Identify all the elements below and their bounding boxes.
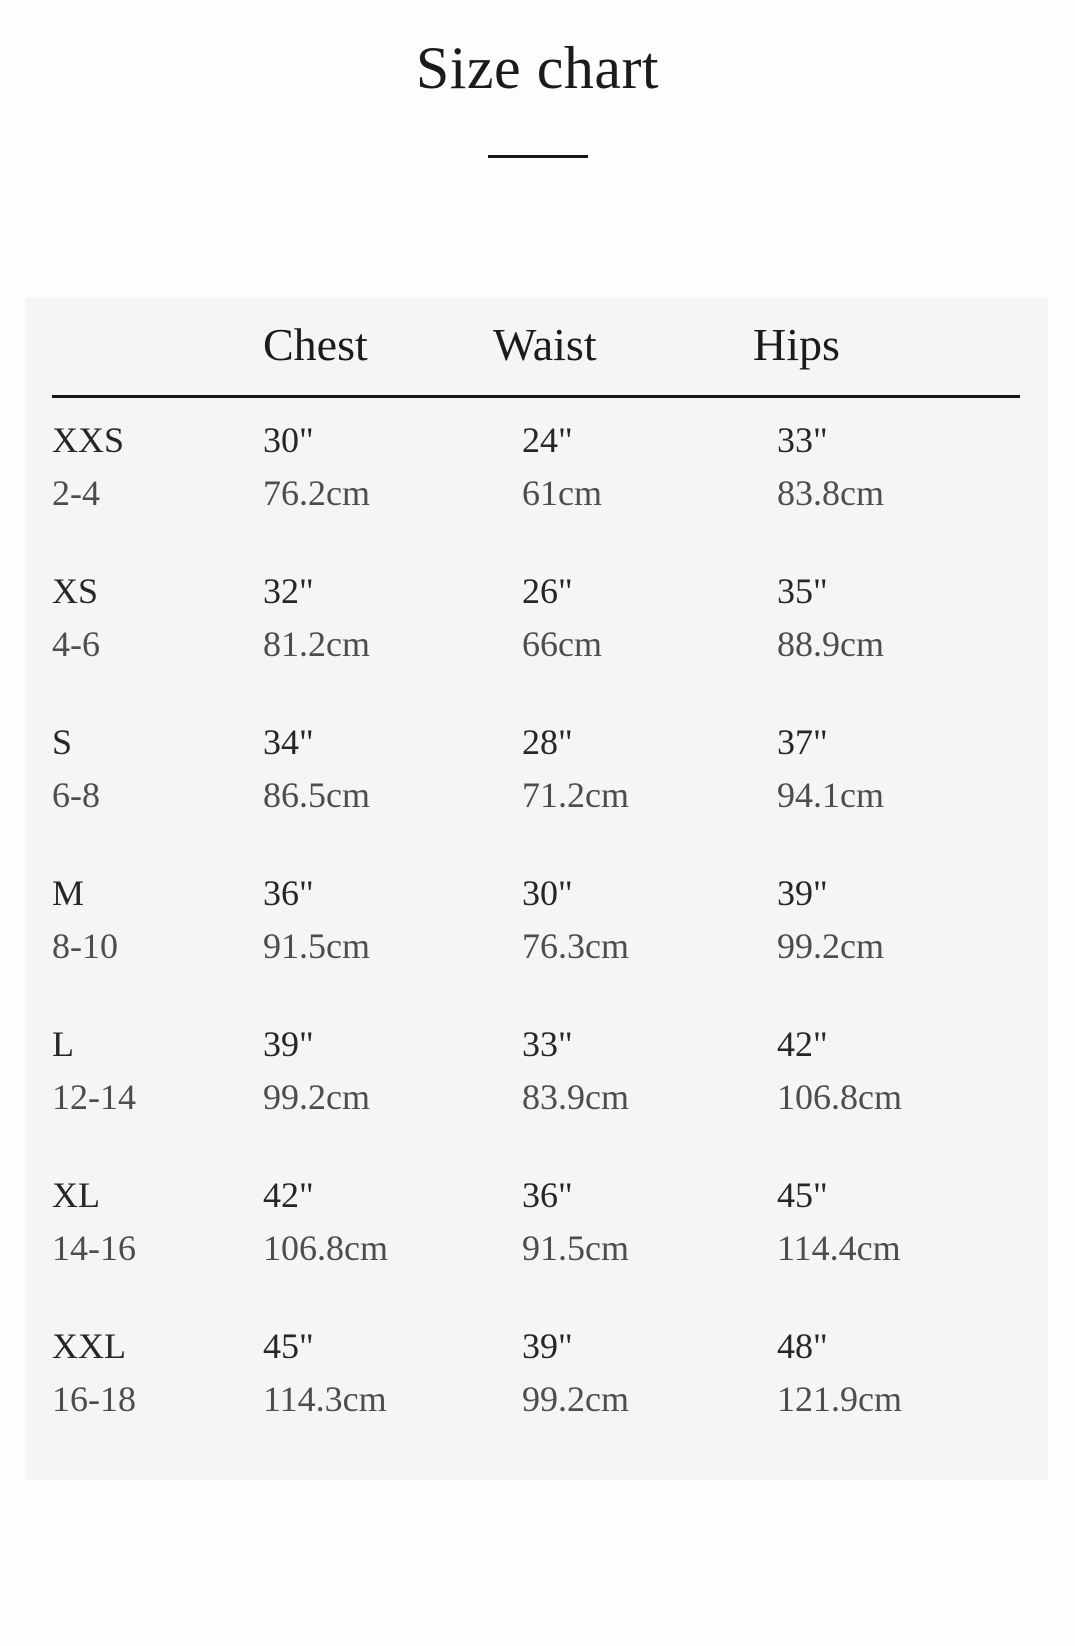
- size-label: XS: [52, 571, 99, 611]
- size-label: S: [52, 722, 73, 762]
- hips-inches: 39": [777, 873, 828, 913]
- waist-cm: 71.2cm: [522, 775, 629, 815]
- chest-inches: 30": [263, 420, 314, 460]
- chest-inches: 42": [263, 1175, 314, 1215]
- title-divider: [488, 155, 588, 158]
- size-label: XXS: [52, 420, 125, 460]
- waist-cm: 91.5cm: [522, 1228, 629, 1268]
- page-title: Size chart: [415, 35, 660, 101]
- waist-inches: 33": [522, 1024, 573, 1064]
- size-chart-card: [25, 298, 1048, 1480]
- table-row: [52, 1320, 1020, 1426]
- hips-inches: 48": [777, 1326, 828, 1366]
- column-header-hips: Hips: [753, 319, 840, 370]
- hips-cm: 121.9cm: [777, 1379, 902, 1419]
- chest-cm: 86.5cm: [263, 775, 370, 815]
- size-range: 4-6: [52, 624, 100, 664]
- chest-inches: 45": [263, 1326, 314, 1366]
- table-row: [52, 867, 1020, 973]
- size-range: 12-14: [52, 1077, 136, 1117]
- column-header-chest: Chest: [263, 319, 368, 370]
- hips-inches: 33": [777, 420, 828, 460]
- waist-cm: 66cm: [522, 624, 602, 664]
- waist-cm: 61cm: [522, 473, 602, 513]
- size-label: L: [52, 1024, 74, 1064]
- hips-cm: 94.1cm: [777, 775, 884, 815]
- size-range: 6-8: [52, 775, 100, 815]
- table-row: [52, 1169, 1020, 1275]
- size-label: XXL: [52, 1326, 126, 1366]
- waist-inches: 24": [522, 420, 573, 460]
- chest-cm: 99.2cm: [263, 1077, 370, 1117]
- hips-inches: 37": [777, 722, 828, 762]
- hips-inches: 42": [777, 1024, 828, 1064]
- hips-cm: 88.9cm: [777, 624, 884, 664]
- chest-inches: 39": [263, 1024, 314, 1064]
- table-row: [52, 1018, 1020, 1124]
- column-header-waist: Waist: [493, 319, 597, 370]
- hips-cm: 114.4cm: [777, 1228, 901, 1268]
- chest-cm: 106.8cm: [263, 1228, 388, 1268]
- chest-cm: 81.2cm: [263, 624, 370, 664]
- hips-cm: 106.8cm: [777, 1077, 902, 1117]
- hips-inches: 35": [777, 571, 828, 611]
- waist-inches: 30": [522, 873, 573, 913]
- header-rule: [52, 395, 1020, 398]
- chest-inches: 36": [263, 873, 314, 913]
- chest-inches: 34": [263, 722, 314, 762]
- waist-inches: 36": [522, 1175, 573, 1215]
- table-row: [52, 716, 1020, 822]
- table-row: [52, 565, 1020, 671]
- size-chart-page: [0, 34, 1075, 1480]
- hips-inches: 45": [777, 1175, 828, 1215]
- hips-cm: 83.8cm: [777, 473, 884, 513]
- waist-cm: 83.9cm: [522, 1077, 629, 1117]
- chest-cm: 114.3cm: [263, 1379, 387, 1419]
- header-size-spacer: [52, 312, 263, 378]
- table-row: [52, 414, 1020, 520]
- table-header-row: [52, 312, 1020, 378]
- waist-inches: 28": [522, 722, 573, 762]
- size-range: 2-4: [52, 473, 100, 513]
- chest-cm: 91.5cm: [263, 926, 370, 966]
- size-range: 8-10: [52, 926, 118, 966]
- hips-cm: 99.2cm: [777, 926, 884, 966]
- waist-inches: 26": [522, 571, 573, 611]
- size-range: 16-18: [52, 1379, 136, 1419]
- waist-cm: 99.2cm: [522, 1379, 629, 1419]
- size-label: XL: [52, 1175, 100, 1215]
- waist-cm: 76.3cm: [522, 926, 629, 966]
- chest-inches: 32": [263, 571, 314, 611]
- chest-cm: 76.2cm: [263, 473, 370, 513]
- size-range: 14-16: [52, 1228, 136, 1268]
- waist-inches: 39": [522, 1326, 573, 1366]
- size-label: M: [52, 873, 85, 913]
